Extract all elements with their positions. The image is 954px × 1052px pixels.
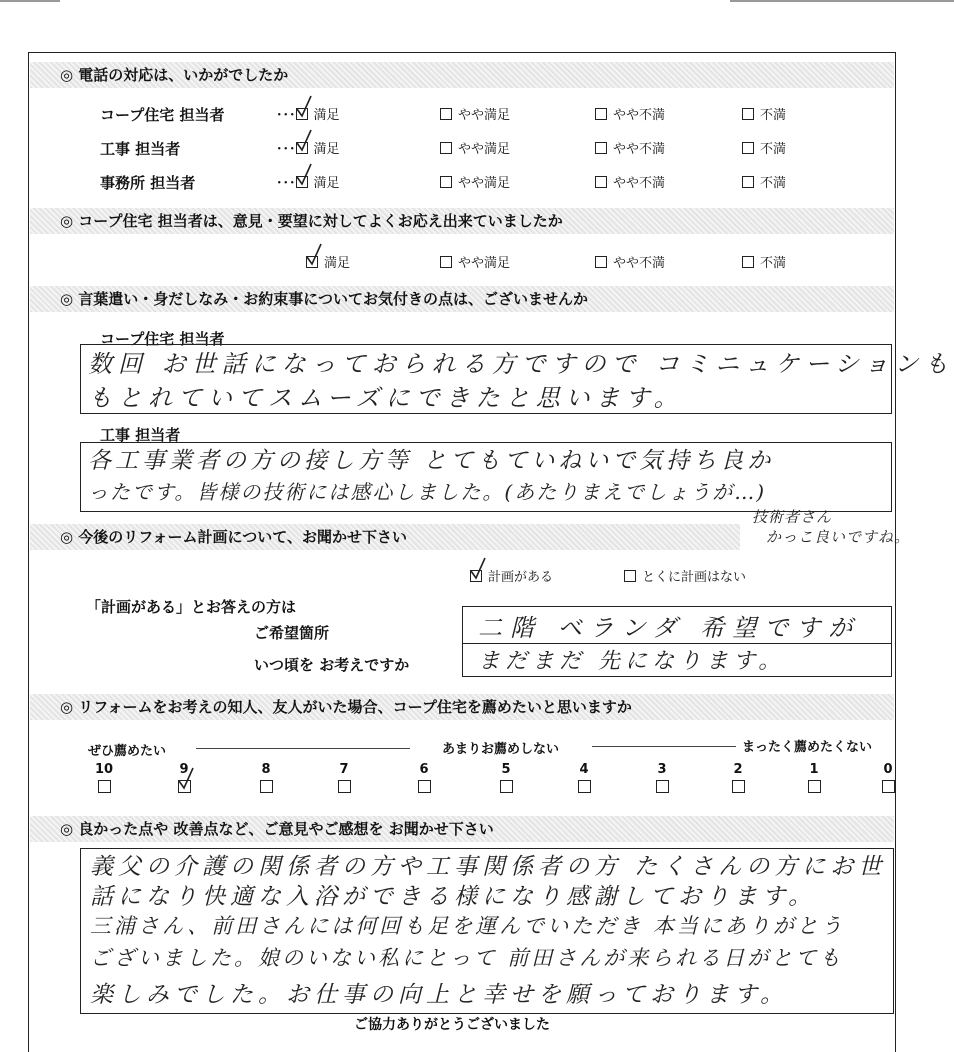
option-label-unsatisfied: 不満 <box>760 142 787 157</box>
scan-top-mark <box>0 0 60 8</box>
option-label-somewhat-satisfied: やや満足 <box>458 176 511 191</box>
option-label-somewhat-satisfied: やや満足 <box>458 108 511 123</box>
checkbox-satisfied-checked[interactable] <box>296 108 308 120</box>
checkbox-unsatisfied[interactable] <box>742 176 754 188</box>
handwritten-line: ございました。娘のいない私にとって 前田さんが来られる日がとても <box>90 946 844 970</box>
scale-number-3: 3 <box>657 762 667 777</box>
handwritten-line: ったです。皆様の技術には感心しました。(あたりまえでしょうが…) <box>88 480 767 504</box>
leader-dots: ･･･ <box>276 142 296 157</box>
scale-divider <box>196 748 410 749</box>
scale-checkbox-9-checked[interactable] <box>178 780 191 793</box>
option-label-plan-no: とくに計画はない <box>642 570 747 585</box>
scale-number-7: 7 <box>339 762 349 777</box>
handwritten-line: 各工事業者の方の接し方等 とてもていねいで気持ち良か <box>88 448 775 474</box>
handwritten-line: 数回 お世話になっておられる方ですので コミニュケーションも <box>88 350 954 378</box>
checkbox-satisfied-checked[interactable] <box>296 142 308 154</box>
option-label-somewhat-unsatisfied: やや不満 <box>613 256 666 271</box>
footer-thanks: ご協力ありがとうございました <box>354 1017 550 1033</box>
scale-number-0: 0 <box>883 762 893 777</box>
handwritten-line: 義父の介護の関係者の方や工事関係者の方 たくさんの方にお世 <box>90 854 887 880</box>
option-label-somewhat-satisfied: やや満足 <box>458 142 511 157</box>
option-label-unsatisfied: 不満 <box>760 176 787 191</box>
option-label-satisfied: 満足 <box>324 256 351 271</box>
scale-checkbox-8[interactable] <box>260 780 273 793</box>
scale-number-8: 8 <box>261 762 271 777</box>
scale-number-4: 4 <box>579 762 589 777</box>
checkbox-satisfied-checked[interactable] <box>296 176 308 188</box>
scale-checkbox-0[interactable] <box>882 780 895 793</box>
option-label-somewhat-satisfied: やや満足 <box>458 256 511 271</box>
scale-middle-label: あまりお薦めしない <box>442 742 560 757</box>
checkbox-satisfied-checked[interactable] <box>306 256 318 268</box>
checkbox-unsatisfied[interactable] <box>742 142 754 154</box>
scale-right-label: まったく薦めたくない <box>742 740 873 755</box>
scale-number-1: 1 <box>809 762 819 777</box>
scale-checkbox-7[interactable] <box>338 780 351 793</box>
phone-row-label-coop: コープ住宅 担当者 <box>100 106 225 124</box>
checkbox-somewhat-unsatisfied[interactable] <box>595 176 607 188</box>
scale-number-9: 9 <box>179 762 189 777</box>
checkbox-somewhat-unsatisfied[interactable] <box>595 108 607 120</box>
scale-number-5: 5 <box>501 762 511 777</box>
checkbox-somewhat-satisfied[interactable] <box>440 108 452 120</box>
handwritten-line: 楽しみでした。お仕事の向上と幸せを願っております。 <box>90 982 789 1008</box>
option-label-unsatisfied: 不満 <box>760 256 787 271</box>
plan-when-answer: まだまだ 先になります。 <box>478 649 786 674</box>
checkbox-somewhat-satisfied[interactable] <box>440 142 452 154</box>
checkbox-somewhat-satisfied[interactable] <box>440 256 452 268</box>
scale-checkbox-6[interactable] <box>418 780 431 793</box>
scale-checkbox-3[interactable] <box>656 780 669 793</box>
section-title-comments: ◎ 良かった点や 改善点など、ご意見やご感想を お聞かせ下さい <box>60 820 494 838</box>
option-label-unsatisfied: 不満 <box>760 108 787 123</box>
plan-place-answer: 二階 ベランダ 希望ですが <box>478 614 861 642</box>
scale-number-10: 10 <box>94 762 114 777</box>
checkbox-somewhat-unsatisfied[interactable] <box>595 142 607 154</box>
leader-dots: ･･･ <box>276 108 296 123</box>
option-label-somewhat-unsatisfied: やや不満 <box>613 108 666 123</box>
handwritten-line: 三浦さん、前田さんには何回も足を運んでいただき 本当にありがとう <box>90 914 845 938</box>
scale-checkbox-1[interactable] <box>808 780 821 793</box>
plan-when-label: いつ頃を お考えですか <box>254 656 410 674</box>
checkbox-plan-yes-checked[interactable] <box>470 570 482 582</box>
handwritten-line: もとれていてスムーズにできたと思います。 <box>88 384 684 412</box>
scale-checkbox-10[interactable] <box>98 780 111 793</box>
option-label-satisfied: 満足 <box>313 142 340 157</box>
checkbox-unsatisfied[interactable] <box>742 108 754 120</box>
phone-row-label-office: 事務所 担当者 <box>100 174 196 192</box>
handwritten-note: 技術者さん <box>752 508 833 526</box>
option-label-plan-yes: 計画がある <box>488 570 554 585</box>
option-label-somewhat-unsatisfied: やや不満 <box>613 142 666 157</box>
scale-left-label: ぜひ薦めたい <box>88 744 167 759</box>
plan-place-label: ご希望箇所 <box>254 624 330 642</box>
checkbox-plan-no[interactable] <box>624 570 636 582</box>
handwritten-note: かっこ良いですね。 <box>766 528 911 546</box>
checkbox-somewhat-satisfied[interactable] <box>440 176 452 188</box>
scale-checkbox-4[interactable] <box>578 780 591 793</box>
section-title-recommend: ◎ リフォームをお考えの知人、友人がいた場合、コープ住宅を薦めたいと思いますか <box>60 698 632 716</box>
form-top-border <box>28 52 896 53</box>
phone-row-label-works: 工事 担当者 <box>100 140 181 158</box>
section-title-phone: ◎ 電話の対応は、いかがでしたか <box>60 66 289 84</box>
manners-coop-label: コープ住宅 担当者 <box>100 330 225 348</box>
leader-dots: ･･･ <box>276 176 296 191</box>
scale-divider <box>592 746 736 747</box>
checkbox-unsatisfied[interactable] <box>742 256 754 268</box>
option-label-satisfied: 満足 <box>313 176 340 191</box>
section-title-manners: ◎ 言葉遣い・身だしなみ・お約束事についてお気付きの点は、ございませんか <box>60 290 589 308</box>
section-title-plan: ◎ 今後のリフォーム計画について、お聞かせ下さい <box>60 528 407 546</box>
scale-number-6: 6 <box>419 762 429 777</box>
handwritten-line: 話になり快適な入浴ができる様になり感謝しております。 <box>90 884 817 910</box>
option-label-somewhat-unsatisfied: やや不満 <box>613 176 666 191</box>
plan-if-yes-label: 「計画がある」とお答えの方は <box>86 598 297 616</box>
scale-number-2: 2 <box>733 762 743 777</box>
checkbox-somewhat-unsatisfied[interactable] <box>595 256 607 268</box>
option-label-satisfied: 満足 <box>313 108 340 123</box>
section-title-coop-response: ◎ コープ住宅 担当者は、意見・要望に対してよくお応え出来ていましたか <box>60 212 563 230</box>
scale-checkbox-2[interactable] <box>732 780 745 793</box>
scale-checkbox-5[interactable] <box>500 780 513 793</box>
scan-top-mark <box>730 0 954 8</box>
manners-works-label: 工事 担当者 <box>100 426 181 444</box>
